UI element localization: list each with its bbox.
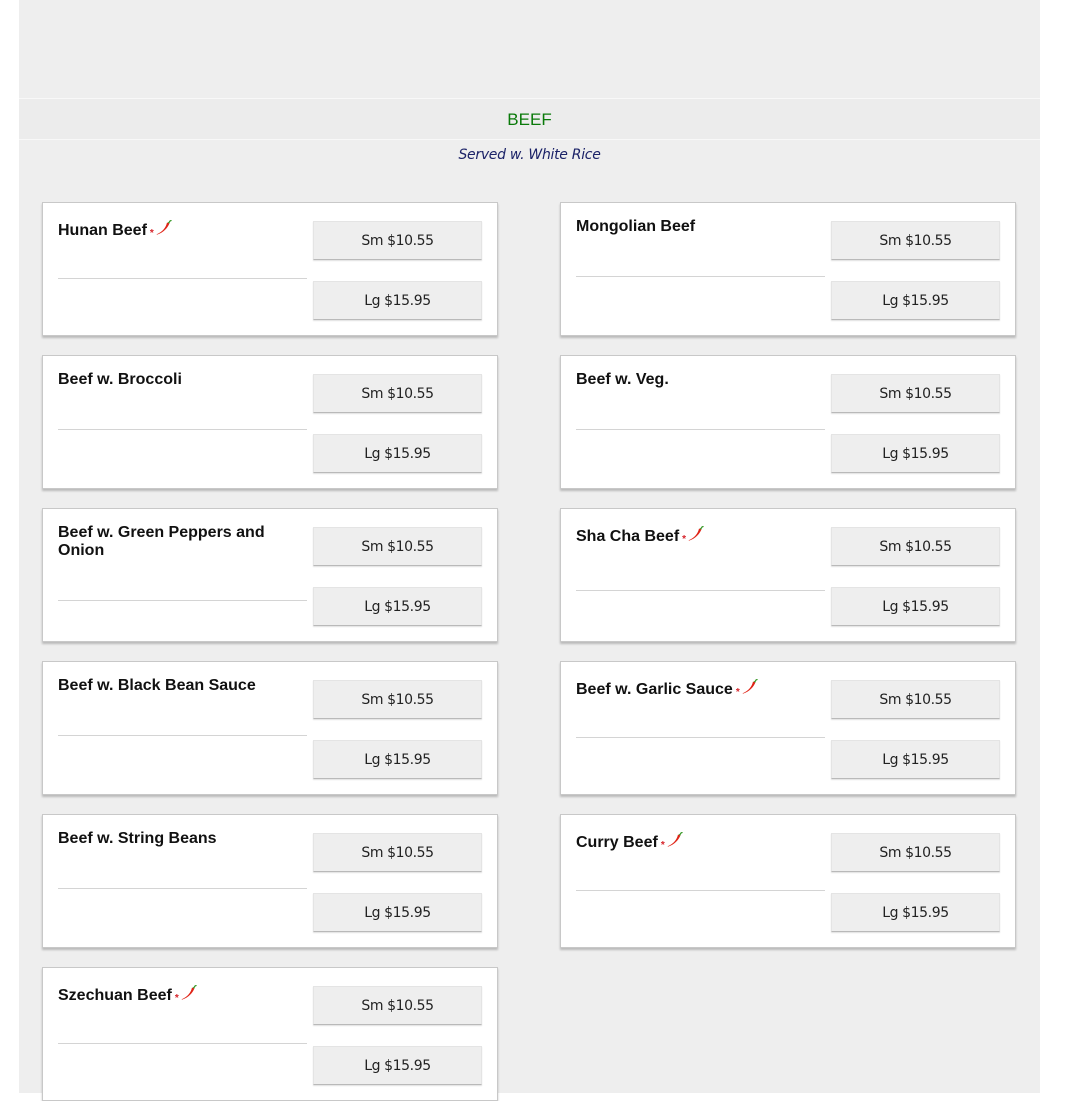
price-value: $10.55 bbox=[387, 691, 434, 708]
small-price-button[interactable] bbox=[831, 833, 1000, 872]
price-value: $10.55 bbox=[387, 997, 434, 1014]
price-value: $15.95 bbox=[384, 292, 431, 309]
size-label: Lg bbox=[364, 445, 381, 462]
item-name: Sha Cha Beef bbox=[576, 528, 680, 545]
price-value: $15.95 bbox=[902, 598, 949, 615]
item-name: Mongolian Beef bbox=[576, 218, 696, 235]
small-price-button[interactable] bbox=[831, 680, 1000, 719]
item-divider bbox=[58, 429, 307, 430]
price-value: $10.55 bbox=[905, 538, 952, 555]
item-name-area bbox=[58, 371, 307, 389]
chili-pepper-icon bbox=[665, 832, 685, 848]
menu-item-card bbox=[560, 661, 1016, 795]
size-label: Sm bbox=[879, 844, 902, 861]
menu-item-card bbox=[42, 661, 498, 795]
spicy-indicator bbox=[736, 679, 760, 700]
price-value: $15.95 bbox=[902, 904, 949, 921]
large-price-button[interactable] bbox=[831, 893, 1000, 932]
item-name-area bbox=[58, 677, 307, 695]
size-label: Lg bbox=[882, 445, 899, 462]
item-name: Beef w. Garlic Sauce bbox=[576, 681, 733, 698]
item-name: Beef w. Veg. bbox=[576, 371, 669, 388]
large-price-button[interactable] bbox=[831, 434, 1000, 473]
item-divider bbox=[58, 1043, 307, 1044]
spicy-star: * bbox=[149, 228, 154, 239]
item-name: Beef w. Broccoli bbox=[58, 371, 182, 388]
size-label: Sm bbox=[879, 385, 902, 402]
price-value: $10.55 bbox=[387, 538, 434, 555]
item-name-area bbox=[58, 524, 307, 560]
item-divider bbox=[576, 429, 825, 430]
small-price-button[interactable] bbox=[831, 221, 1000, 260]
size-label: Lg bbox=[882, 751, 899, 768]
item-name: Curry Beef bbox=[576, 834, 658, 851]
size-label: Sm bbox=[361, 691, 384, 708]
size-label: Sm bbox=[361, 385, 384, 402]
menu-item-card bbox=[42, 508, 498, 642]
item-name-area bbox=[58, 830, 307, 848]
small-price-button[interactable] bbox=[831, 374, 1000, 413]
price-value: $15.95 bbox=[384, 445, 431, 462]
item-name-area bbox=[58, 220, 307, 241]
large-price-button[interactable] bbox=[313, 893, 482, 932]
small-price-button[interactable] bbox=[313, 680, 482, 719]
size-label: Lg bbox=[364, 598, 381, 615]
menu-item-card bbox=[560, 202, 1016, 336]
price-value: $15.95 bbox=[384, 904, 431, 921]
spicy-star: * bbox=[682, 534, 687, 545]
spicy-indicator bbox=[175, 985, 199, 1006]
price-value: $15.95 bbox=[902, 445, 949, 462]
large-price-button[interactable] bbox=[831, 740, 1000, 779]
menu-item-card bbox=[560, 508, 1016, 642]
menu-item-card bbox=[560, 814, 1016, 948]
small-price-button[interactable] bbox=[313, 374, 482, 413]
chili-pepper-icon bbox=[154, 220, 174, 236]
size-label: Sm bbox=[879, 691, 902, 708]
item-name-area bbox=[58, 985, 307, 1006]
small-price-button[interactable] bbox=[313, 833, 482, 872]
size-label: Lg bbox=[364, 292, 381, 309]
item-name: Szechuan Beef bbox=[58, 987, 172, 1004]
spicy-indicator bbox=[682, 526, 706, 547]
price-value: $15.95 bbox=[384, 751, 431, 768]
size-label: Sm bbox=[361, 538, 384, 555]
category-title: BEEF bbox=[507, 110, 552, 129]
size-label: Sm bbox=[361, 997, 384, 1014]
item-divider bbox=[576, 890, 825, 891]
size-label: Sm bbox=[879, 538, 902, 555]
chili-pepper-icon bbox=[686, 526, 706, 542]
large-price-button[interactable] bbox=[313, 434, 482, 473]
item-divider bbox=[58, 600, 307, 601]
price-value: $10.55 bbox=[387, 232, 434, 249]
item-name-area bbox=[576, 526, 825, 547]
price-value: $15.95 bbox=[902, 751, 949, 768]
item-divider bbox=[576, 276, 825, 277]
item-divider bbox=[576, 590, 825, 591]
spicy-star: * bbox=[174, 993, 179, 1004]
item-divider bbox=[58, 278, 307, 279]
size-label: Lg bbox=[364, 751, 381, 768]
large-price-button[interactable] bbox=[313, 740, 482, 779]
item-name-area bbox=[576, 218, 825, 236]
size-label: Sm bbox=[361, 844, 384, 861]
price-value: $10.55 bbox=[905, 385, 952, 402]
spicy-star: * bbox=[735, 687, 740, 698]
menu-item-card bbox=[42, 355, 498, 489]
item-name: Beef w. String Beans bbox=[58, 830, 217, 847]
spicy-indicator bbox=[661, 832, 685, 853]
item-divider bbox=[58, 888, 307, 889]
price-value: $10.55 bbox=[905, 691, 952, 708]
small-price-button[interactable] bbox=[313, 221, 482, 260]
item-name: Hunan Beef bbox=[58, 222, 147, 239]
item-name-area bbox=[576, 371, 825, 389]
size-label: Sm bbox=[361, 232, 384, 249]
price-value: $15.95 bbox=[902, 292, 949, 309]
category-header bbox=[19, 98, 1040, 140]
price-value: $10.55 bbox=[387, 844, 434, 861]
price-value: $15.95 bbox=[384, 598, 431, 615]
large-price-button[interactable] bbox=[831, 281, 1000, 320]
item-name: Beef w. Black Bean Sauce bbox=[58, 677, 256, 694]
item-divider bbox=[58, 735, 307, 736]
size-label: Lg bbox=[882, 904, 899, 921]
price-value: $10.55 bbox=[905, 844, 952, 861]
size-label: Lg bbox=[882, 292, 899, 309]
item-name: Beef w. Green Peppers and Onion bbox=[58, 524, 265, 559]
menu-item-card bbox=[560, 355, 1016, 489]
price-value: $10.55 bbox=[905, 232, 952, 249]
large-price-button[interactable] bbox=[313, 1046, 482, 1085]
menu-item-card bbox=[42, 202, 498, 336]
menu-item-card bbox=[42, 814, 498, 948]
spicy-star: * bbox=[660, 840, 665, 851]
spicy-indicator bbox=[150, 220, 174, 241]
size-label: Lg bbox=[882, 598, 899, 615]
size-label: Lg bbox=[364, 904, 381, 921]
chili-pepper-icon bbox=[179, 985, 199, 1001]
chili-pepper-icon bbox=[740, 679, 760, 695]
size-label: Sm bbox=[879, 232, 902, 249]
price-value: $10.55 bbox=[387, 385, 434, 402]
large-price-button[interactable] bbox=[313, 587, 482, 626]
price-value: $15.95 bbox=[384, 1057, 431, 1074]
large-price-button[interactable] bbox=[831, 587, 1000, 626]
item-name-area bbox=[576, 679, 825, 700]
small-price-button[interactable] bbox=[313, 986, 482, 1025]
menu-item-card bbox=[42, 967, 498, 1101]
item-name-area bbox=[576, 832, 825, 853]
category-subtitle: Served w. White Rice bbox=[458, 147, 601, 163]
small-price-button[interactable] bbox=[831, 527, 1000, 566]
small-price-button[interactable] bbox=[313, 527, 482, 566]
size-label: Lg bbox=[364, 1057, 381, 1074]
item-divider bbox=[576, 737, 825, 738]
large-price-button[interactable] bbox=[313, 281, 482, 320]
